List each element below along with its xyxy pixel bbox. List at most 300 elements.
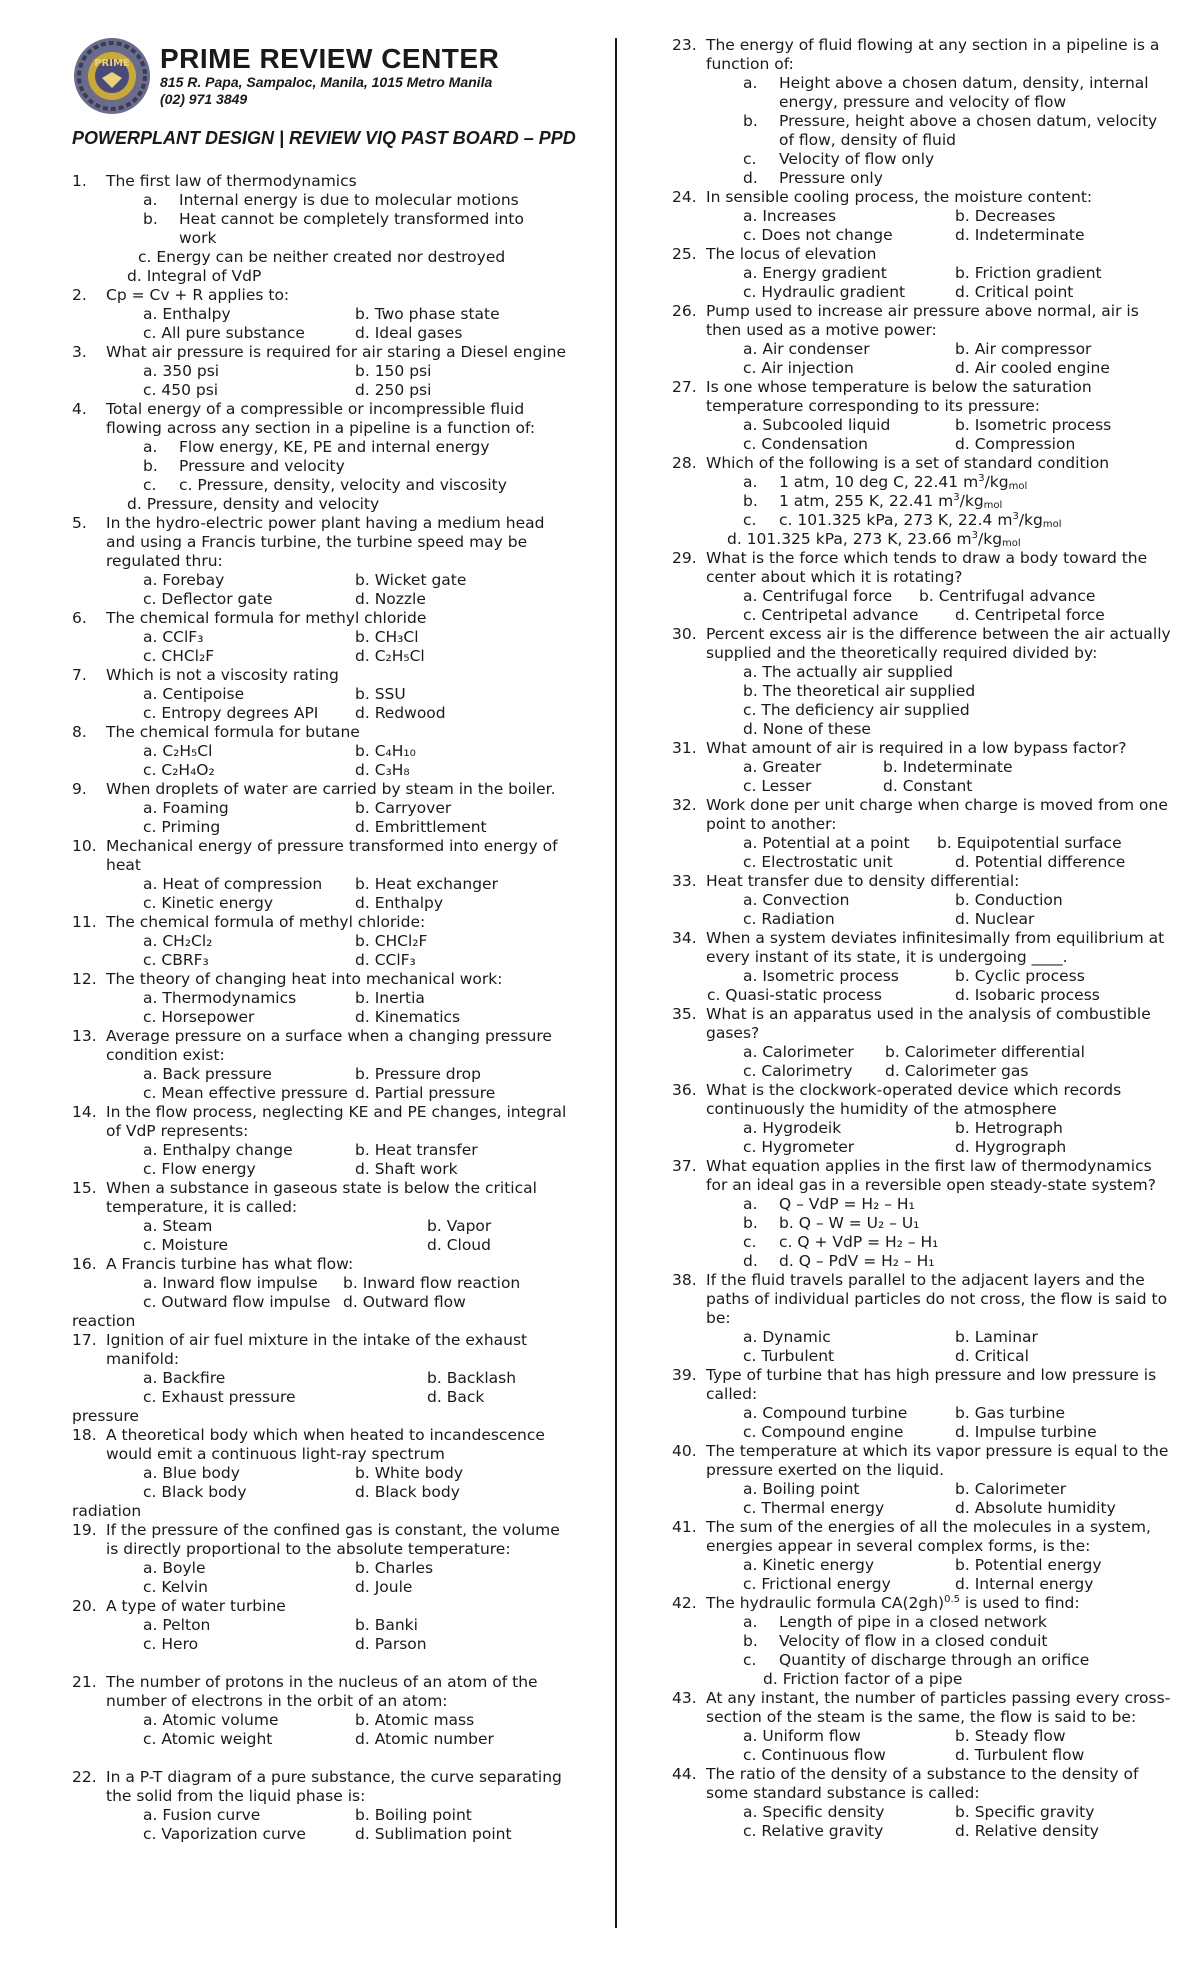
answer-option: c. Exhaust pressure bbox=[143, 1388, 296, 1406]
answer-option: c. Radiation bbox=[743, 910, 835, 928]
question-number: 6. bbox=[72, 609, 87, 627]
answer-grid bbox=[72, 305, 572, 343]
question-text: In a P-T diagram of a pure substance, the curve separating the solid from the liquid phase is: bbox=[106, 1768, 562, 1805]
question-6 bbox=[72, 609, 572, 628]
question-text: The first law of thermodynamics bbox=[106, 172, 357, 190]
question-number: 16. bbox=[72, 1255, 97, 1273]
answer-option: d. Friction factor of a pipe bbox=[763, 1670, 963, 1688]
answer-option: b. Two phase state bbox=[355, 305, 500, 323]
question-text: Pump used to increase air pressure above normal, air is then used as a motive power: bbox=[706, 302, 1139, 339]
text-fragment: Velocity of flow only bbox=[779, 150, 935, 168]
spacer bbox=[72, 1654, 572, 1673]
question-number: 9. bbox=[72, 780, 87, 798]
answer-option: d. Partial pressure bbox=[355, 1084, 496, 1102]
answer-option: d. Impulse turbine bbox=[955, 1423, 1097, 1441]
question-17 bbox=[72, 1331, 572, 1369]
question-number: 12. bbox=[72, 970, 97, 988]
answer-option: a. Back pressure bbox=[143, 1065, 272, 1083]
option-marker: a. bbox=[143, 191, 158, 209]
option-marker: d. bbox=[743, 169, 758, 187]
answer-grid bbox=[72, 571, 572, 609]
option-marker: d. bbox=[743, 1252, 758, 1270]
question-text: In the flow process, neglecting KE and PE changes, integral of VdP represents: bbox=[106, 1103, 567, 1140]
answer-option: d. Critical bbox=[955, 1347, 1029, 1365]
question-text: What amount of air is required in a low bypass factor? bbox=[706, 739, 1127, 757]
answer-option: c. CBRF₃ bbox=[143, 951, 209, 969]
answer-option: b. Conduction bbox=[955, 891, 1063, 909]
question-text: A theoretical body which when heated to incandescence would emit a continuous light-ray spectrum bbox=[106, 1426, 545, 1463]
question-text: When droplets of water are carried by steam in the boiler. bbox=[106, 780, 556, 798]
answer-grid bbox=[672, 416, 1172, 454]
text-fragment: /kg bbox=[984, 473, 1009, 491]
answer-option bbox=[108, 476, 572, 495]
answer-option: d. CClF₃ bbox=[355, 951, 416, 969]
answer-grid bbox=[72, 1806, 572, 1844]
answer-option: c. Kelvin bbox=[143, 1578, 208, 1596]
answer-option: b. Isometric process bbox=[955, 416, 1112, 434]
question-39 bbox=[672, 1366, 1172, 1404]
question-number: 21. bbox=[72, 1673, 97, 1691]
answer-option: d. C₃H₈ bbox=[355, 761, 410, 779]
answer-grid bbox=[72, 1141, 572, 1179]
answer-grid bbox=[72, 362, 572, 400]
text-fragment: c. Q + VdP = H₂ – H₁ bbox=[779, 1233, 939, 1251]
question-number: 1. bbox=[72, 172, 87, 190]
answer-grid bbox=[72, 1711, 572, 1749]
question-number: 41. bbox=[672, 1518, 697, 1536]
question-16 bbox=[72, 1255, 572, 1274]
text-fragment: 1 atm, 10 deg C, 22.41 m bbox=[779, 473, 979, 491]
answer-grid bbox=[672, 758, 1172, 796]
option-marker: c. bbox=[143, 476, 157, 494]
option-marker: b. bbox=[743, 1632, 758, 1650]
answer-option bbox=[108, 457, 572, 476]
text-fragment: /kg bbox=[978, 530, 1003, 548]
answer-grid bbox=[672, 1480, 1172, 1518]
answer-option: b. Friction gradient bbox=[955, 264, 1102, 282]
answer-grid bbox=[672, 264, 1172, 302]
answer-option: b. Indeterminate bbox=[883, 758, 1013, 776]
text-fragment: The hydraulic formula CA(2gh) bbox=[706, 1594, 945, 1612]
answer-option: c. Compound engine bbox=[743, 1423, 904, 1441]
answer-option bbox=[708, 1195, 1172, 1214]
answer-option: b. Potential energy bbox=[955, 1556, 1102, 1574]
answer-option: d. Cloud bbox=[427, 1236, 491, 1254]
question-43 bbox=[672, 1689, 1172, 1727]
answer-option: b. Inward flow reaction bbox=[343, 1274, 521, 1292]
question-20 bbox=[72, 1597, 572, 1616]
answer-option: a. Fusion curve bbox=[143, 1806, 261, 1824]
text-fragment: 3 bbox=[971, 530, 978, 541]
answer-option: d. Relative density bbox=[955, 1822, 1099, 1840]
text-fragment: Q – VdP = H₂ – H₁ bbox=[779, 1195, 915, 1213]
answer-option: c. 450 psi bbox=[143, 381, 219, 399]
question-number: 20. bbox=[72, 1597, 97, 1615]
text-fragment: mol bbox=[1002, 538, 1021, 549]
logo-text: PRIME bbox=[94, 58, 130, 69]
option-marker: b. bbox=[743, 112, 758, 130]
question-text: The chemical formula for methyl chloride bbox=[106, 609, 427, 627]
question-number: 23. bbox=[672, 36, 697, 54]
answer-option: a. Blue body bbox=[143, 1464, 240, 1482]
answer-option: b. Decreases bbox=[955, 207, 1056, 225]
question-text: The chemical formula of methyl chloride: bbox=[106, 913, 426, 931]
option-marker: a. bbox=[143, 438, 158, 456]
question-13 bbox=[72, 1027, 572, 1065]
answer-option: c. Black body bbox=[143, 1483, 247, 1501]
answer-option: c. Priming bbox=[143, 818, 221, 836]
question-text: Percent excess air is the difference between the air actually supplied and the theoretically required divided by: bbox=[706, 625, 1171, 662]
answer-grid bbox=[672, 587, 1172, 625]
answer-option: c. Mean effective pressure bbox=[143, 1084, 348, 1102]
answer-option: b. Pressure drop bbox=[355, 1065, 481, 1083]
answer-option: d. Isobaric process bbox=[955, 986, 1100, 1004]
answer-grid bbox=[72, 1616, 572, 1654]
answer-option: c. Does not change bbox=[743, 226, 893, 244]
answer-option: a. Enthalpy bbox=[143, 305, 231, 323]
answer-option: a. Isometric process bbox=[743, 967, 899, 985]
option-marker: c. bbox=[743, 150, 757, 168]
answer-option: c. Hydraulic gradient bbox=[743, 283, 906, 301]
answer-option: b. The theoretical air supplied bbox=[743, 682, 976, 700]
answer-option: b. Calorimeter differential bbox=[885, 1043, 1085, 1061]
answer-list bbox=[672, 1613, 1172, 1689]
text-fragment: d. 101.325 kPa, 273 K, 23.66 m bbox=[727, 530, 972, 548]
answer-option: a. Thermodynamics bbox=[143, 989, 297, 1007]
text-fragment: mol bbox=[983, 500, 1003, 511]
answer-option: b. Calorimeter bbox=[955, 1480, 1067, 1498]
answer-option bbox=[708, 112, 1172, 150]
question-number: 13. bbox=[72, 1027, 97, 1045]
text-fragment: 0.5 bbox=[944, 1594, 960, 1605]
org-name: PRIME REVIEW CENTER bbox=[160, 43, 500, 74]
question-44 bbox=[672, 1765, 1172, 1803]
answer-option: a. 350 psi bbox=[143, 362, 220, 380]
question-text: Total energy of a compressible or incompressible fluid flowing across any section in a pipeline is a function of: bbox=[106, 400, 536, 437]
answer-option: d. Nozzle bbox=[355, 590, 426, 608]
question-number: 32. bbox=[672, 796, 697, 814]
answer-option: a. Enthalpy change bbox=[143, 1141, 293, 1159]
text-fragment: /kg bbox=[1018, 511, 1043, 529]
text-fragment: Height above a chosen datum, density, internal energy, pressure and velocity of flow bbox=[779, 74, 1149, 111]
text-fragment: b. Q – W = U₂ – U₁ bbox=[779, 1214, 920, 1232]
question-21 bbox=[72, 1673, 572, 1711]
answer-option bbox=[708, 169, 1172, 188]
question-10 bbox=[72, 837, 572, 875]
answer-grid bbox=[72, 1217, 572, 1255]
question-number: 11. bbox=[72, 913, 97, 931]
answer-option: c. Hygrometer bbox=[743, 1138, 855, 1156]
answer-option: d. 250 psi bbox=[355, 381, 432, 399]
option-marker: b. bbox=[143, 210, 158, 228]
answer-grid bbox=[72, 1464, 572, 1502]
answer-option bbox=[708, 473, 1172, 492]
answer-list bbox=[672, 74, 1172, 188]
answer-option: c. Moisture bbox=[143, 1236, 229, 1254]
answer-option: d. Compression bbox=[955, 435, 1076, 453]
answer-option: d. Kinematics bbox=[355, 1008, 461, 1026]
answer-option bbox=[708, 1632, 1172, 1651]
answer-option: c. Electrostatic unit bbox=[743, 853, 893, 871]
answer-option: d. C₂H₅Cl bbox=[355, 647, 425, 665]
question-19 bbox=[72, 1521, 572, 1559]
question-text: Type of turbine that has high pressure and low pressure is called: bbox=[706, 1366, 1157, 1403]
answer-option: d. Absolute humidity bbox=[955, 1499, 1116, 1517]
answer-grid bbox=[72, 1274, 572, 1312]
question-15 bbox=[72, 1179, 572, 1217]
answer-option: d. Critical point bbox=[955, 283, 1074, 301]
answer-option: a. CH₂Cl₂ bbox=[143, 932, 213, 950]
question-text: What equation applies in the first law of thermodynamics for an ideal gas in a reversible open steady-state system? bbox=[706, 1157, 1156, 1194]
answer-grid bbox=[672, 1404, 1172, 1442]
answer-option: c. C₂H₄O₂ bbox=[143, 761, 215, 779]
answer-option: b. Vapor bbox=[427, 1217, 492, 1235]
question-26 bbox=[672, 302, 1172, 340]
answer-option: c. Frictional energy bbox=[743, 1575, 891, 1593]
answer-option: c. The deficiency air supplied bbox=[743, 701, 970, 719]
answer-option: b. Hetrograph bbox=[955, 1119, 1063, 1137]
question-text: When a substance in gaseous state is below the critical temperature, it is called: bbox=[106, 1179, 537, 1216]
text-fragment: Pressure, height above a chosen datum, velocity of flow, density of fluid bbox=[779, 112, 1158, 149]
answer-option: b. Banki bbox=[355, 1616, 418, 1634]
question-number: 15. bbox=[72, 1179, 97, 1197]
question-37 bbox=[672, 1157, 1172, 1195]
question-text: The theory of changing heat into mechanical work: bbox=[106, 970, 503, 988]
answer-option: d. Ideal gases bbox=[355, 324, 463, 342]
answer-grid bbox=[672, 1803, 1172, 1841]
answer-option-continued bbox=[108, 229, 572, 248]
answer-option: a. Hygrodeik bbox=[743, 1119, 842, 1137]
question-text: Work done per unit charge when charge is moved from one point to another: bbox=[706, 796, 1168, 833]
answer-grid bbox=[72, 799, 572, 837]
answer-option bbox=[708, 1252, 1172, 1271]
question-text: Ignition of air fuel mixture in the intake of the exhaust manifold: bbox=[106, 1331, 528, 1368]
text-fragment: Pressure and velocity bbox=[179, 457, 345, 475]
answer-option: c. Hero bbox=[143, 1635, 199, 1653]
question-2 bbox=[72, 286, 572, 305]
question-31 bbox=[672, 739, 1172, 758]
question-text: In the hydro-electric power plant having a medium head and using a Francis turbine, the turbine speed may be regulated thru: bbox=[106, 514, 545, 570]
text-fragment: Flow energy, KE, PE and internal energy bbox=[179, 438, 490, 456]
answer-option: a. Energy gradient bbox=[743, 264, 887, 282]
question-4 bbox=[72, 400, 572, 438]
text-fragment: mol bbox=[1042, 519, 1062, 530]
answer-option: a. Boiling point bbox=[743, 1480, 860, 1498]
text-fragment: Pressure only bbox=[779, 169, 883, 187]
answer-option: a. Forebay bbox=[143, 571, 225, 589]
answer-option: a. Centrifugal force bbox=[743, 587, 893, 605]
answer-list bbox=[72, 191, 572, 286]
text-fragment: is used to find: bbox=[960, 1594, 1080, 1612]
answer-option: b. Equipotential surface bbox=[937, 834, 1122, 852]
question-number: 8. bbox=[72, 723, 87, 741]
question-text: Heat transfer due to density differential: bbox=[706, 872, 1020, 890]
prime-logo-icon bbox=[72, 36, 152, 116]
answer-list bbox=[72, 438, 572, 514]
text-fragment: Velocity of flow in a closed conduit bbox=[779, 1632, 1048, 1650]
text-fragment: Internal energy is due to molecular motions bbox=[179, 191, 519, 209]
question-1 bbox=[72, 172, 572, 191]
question-3 bbox=[72, 343, 572, 362]
question-number: 44. bbox=[672, 1765, 697, 1783]
answer-option: a. Subcooled liquid bbox=[743, 416, 891, 434]
answer-option: a. CClF₃ bbox=[143, 628, 204, 646]
answer-list bbox=[672, 1195, 1172, 1271]
brand-block bbox=[160, 44, 499, 108]
answer-option: b. Charles bbox=[355, 1559, 434, 1577]
answer-option bbox=[708, 1651, 1172, 1670]
answer-option: b. Heat transfer bbox=[355, 1141, 478, 1159]
question-text: The temperature at which its vapor pressure is equal to the pressure exerted on the liquid. bbox=[706, 1442, 1169, 1479]
option-marker: b. bbox=[143, 457, 158, 475]
answer-option: c. CHCl₂F bbox=[143, 647, 215, 665]
text-fragment: d. Q – PdV = H₂ – H₁ bbox=[779, 1252, 935, 1270]
answer-option: b. CH₃Cl bbox=[355, 628, 419, 646]
question-text: What air pressure is required for air staring a Diesel engine bbox=[106, 343, 566, 361]
question-number: 31. bbox=[672, 739, 697, 757]
answer-option: b. White body bbox=[355, 1464, 464, 1482]
answer-list bbox=[672, 473, 1172, 549]
question-text: A type of water turbine bbox=[106, 1597, 286, 1615]
answer-option: d. Calorimeter gas bbox=[885, 1062, 1029, 1080]
answer-option: c. Lesser bbox=[743, 777, 812, 795]
question-30 bbox=[672, 625, 1172, 663]
answer-option: b. Cyclic process bbox=[955, 967, 1085, 985]
answer-option: c. Outward flow impulse bbox=[143, 1293, 331, 1311]
page-header bbox=[72, 36, 612, 116]
question-36 bbox=[672, 1081, 1172, 1119]
answer-option: c. Condensation bbox=[743, 435, 868, 453]
option-marker: a. bbox=[743, 1195, 758, 1213]
question-29 bbox=[672, 549, 1172, 587]
column-divider bbox=[615, 38, 617, 1928]
wrapped-text: radiation bbox=[72, 1502, 142, 1520]
option-marker: c. bbox=[743, 1651, 757, 1669]
answer-option: a. Uniform flow bbox=[743, 1727, 861, 1745]
question-14 bbox=[72, 1103, 572, 1141]
question-number: 22. bbox=[72, 1768, 97, 1786]
answer-option bbox=[108, 191, 572, 210]
answer-grid bbox=[72, 742, 572, 780]
answer-option: a. Pelton bbox=[143, 1616, 211, 1634]
question-number: 28. bbox=[672, 454, 697, 472]
answer-option: a. Heat of compression bbox=[143, 875, 323, 893]
question-number: 33. bbox=[672, 872, 697, 890]
answer-grid bbox=[72, 628, 572, 666]
question-8 bbox=[72, 723, 572, 742]
answer-option bbox=[708, 74, 1172, 112]
answer-option: b. Backlash bbox=[427, 1369, 517, 1387]
answer-option: d. Centripetal force bbox=[955, 606, 1105, 624]
question-number: 17. bbox=[72, 1331, 97, 1349]
answer-option: c. Quasi-static process bbox=[707, 986, 882, 1004]
option-marker: c. bbox=[743, 1233, 757, 1251]
answer-option: a. The actually air supplied bbox=[743, 663, 953, 681]
answer-option: b. Steady flow bbox=[955, 1727, 1066, 1745]
question-number: 26. bbox=[672, 302, 697, 320]
answer-option: a. Greater bbox=[743, 758, 822, 776]
option-marker: a. bbox=[743, 473, 758, 491]
question-number: 35. bbox=[672, 1005, 697, 1023]
answer-grid bbox=[72, 875, 572, 913]
answer-option bbox=[708, 511, 1172, 530]
answer-option: a. Inward flow impulse bbox=[143, 1274, 318, 1292]
question-number: 14. bbox=[72, 1103, 97, 1121]
answer-option: b. Inertia bbox=[355, 989, 425, 1007]
answer-option: a. Air condenser bbox=[743, 340, 870, 358]
answer-option: d. Pressure, density and velocity bbox=[127, 495, 380, 513]
answer-option: d. Joule bbox=[355, 1578, 413, 1596]
question-text: If the pressure of the confined gas is constant, the volume is directly proportional to the absolute temperature: bbox=[106, 1521, 560, 1558]
question-24 bbox=[672, 188, 1172, 207]
answer-list bbox=[672, 663, 1172, 739]
answer-grid bbox=[72, 1065, 572, 1103]
answer-grid bbox=[672, 207, 1172, 245]
question-number: 4. bbox=[72, 400, 87, 418]
question-number: 30. bbox=[672, 625, 697, 643]
question-number: 39. bbox=[672, 1366, 697, 1384]
answer-grid bbox=[72, 685, 572, 723]
answer-grid bbox=[672, 1727, 1172, 1765]
answer-option: c. Thermal energy bbox=[743, 1499, 885, 1517]
question-text: If the fluid travels parallel to the adjacent layers and the paths of individual particles do not cross, the flow is said to be: bbox=[706, 1271, 1168, 1327]
answer-grid bbox=[672, 891, 1172, 929]
question-7 bbox=[72, 666, 572, 685]
answer-grid bbox=[672, 967, 1172, 1005]
question-9 bbox=[72, 780, 572, 799]
text-fragment: c. Pressure, density, velocity and viscosity bbox=[179, 476, 507, 494]
answer-option: d. Internal energy bbox=[955, 1575, 1094, 1593]
answer-option bbox=[708, 1613, 1172, 1632]
text-fragment: 3 bbox=[1012, 511, 1019, 522]
question-number: 5. bbox=[72, 514, 87, 532]
answer-option: a. Centipoise bbox=[143, 685, 245, 703]
answer-option: b. Air compressor bbox=[955, 340, 1092, 358]
option-marker: a. bbox=[743, 1613, 758, 1631]
answer-option: d. Air cooled engine bbox=[955, 359, 1110, 377]
answer-option: d. Constant bbox=[883, 777, 973, 795]
answer-option: b. 150 psi bbox=[355, 362, 432, 380]
answer-option: a. Dynamic bbox=[743, 1328, 831, 1346]
answer-option: a. Compound turbine bbox=[743, 1404, 908, 1422]
answer-option: c. Turbulent bbox=[743, 1347, 835, 1365]
question-text: Cp = Cv + R applies to: bbox=[106, 286, 290, 304]
answer-option: d. Nuclear bbox=[955, 910, 1035, 928]
answer-option: d. Sublimation point bbox=[355, 1825, 512, 1843]
answer-option: b. Boiling point bbox=[355, 1806, 472, 1824]
answer-option: b. Gas turbine bbox=[955, 1404, 1065, 1422]
text-fragment: 1 atm, 255 K, 22.41 m bbox=[779, 492, 954, 510]
question-text: Is one whose temperature is below the saturation temperature corresponding to its pressure: bbox=[706, 378, 1092, 415]
answer-option: a. Steam bbox=[143, 1217, 213, 1235]
answer-option: c. Kinetic energy bbox=[143, 894, 274, 912]
answer-option: b. Wicket gate bbox=[355, 571, 467, 589]
question-number: 38. bbox=[672, 1271, 697, 1289]
question-text: The locus of elevation bbox=[706, 245, 877, 263]
answer-option bbox=[708, 150, 1172, 169]
text-fragment: c. 101.325 kPa, 273 K, 22.4 m bbox=[779, 511, 1013, 529]
question-number: 27. bbox=[672, 378, 697, 396]
answer-option: d. Parson bbox=[355, 1635, 427, 1653]
question-number: 7. bbox=[72, 666, 87, 684]
answer-option: d. Potential difference bbox=[955, 853, 1126, 871]
answer-option: c. Relative gravity bbox=[743, 1822, 884, 1840]
answer-option: b. Carryover bbox=[355, 799, 452, 817]
question-number: 40. bbox=[672, 1442, 697, 1460]
text-fragment: Heat cannot be completely transformed into bbox=[179, 210, 524, 228]
org-address: 815 R. Papa, Sampaloc, Manila, 1015 Metro Manila bbox=[160, 74, 493, 90]
question-text: A Francis turbine has what flow: bbox=[106, 1255, 354, 1273]
